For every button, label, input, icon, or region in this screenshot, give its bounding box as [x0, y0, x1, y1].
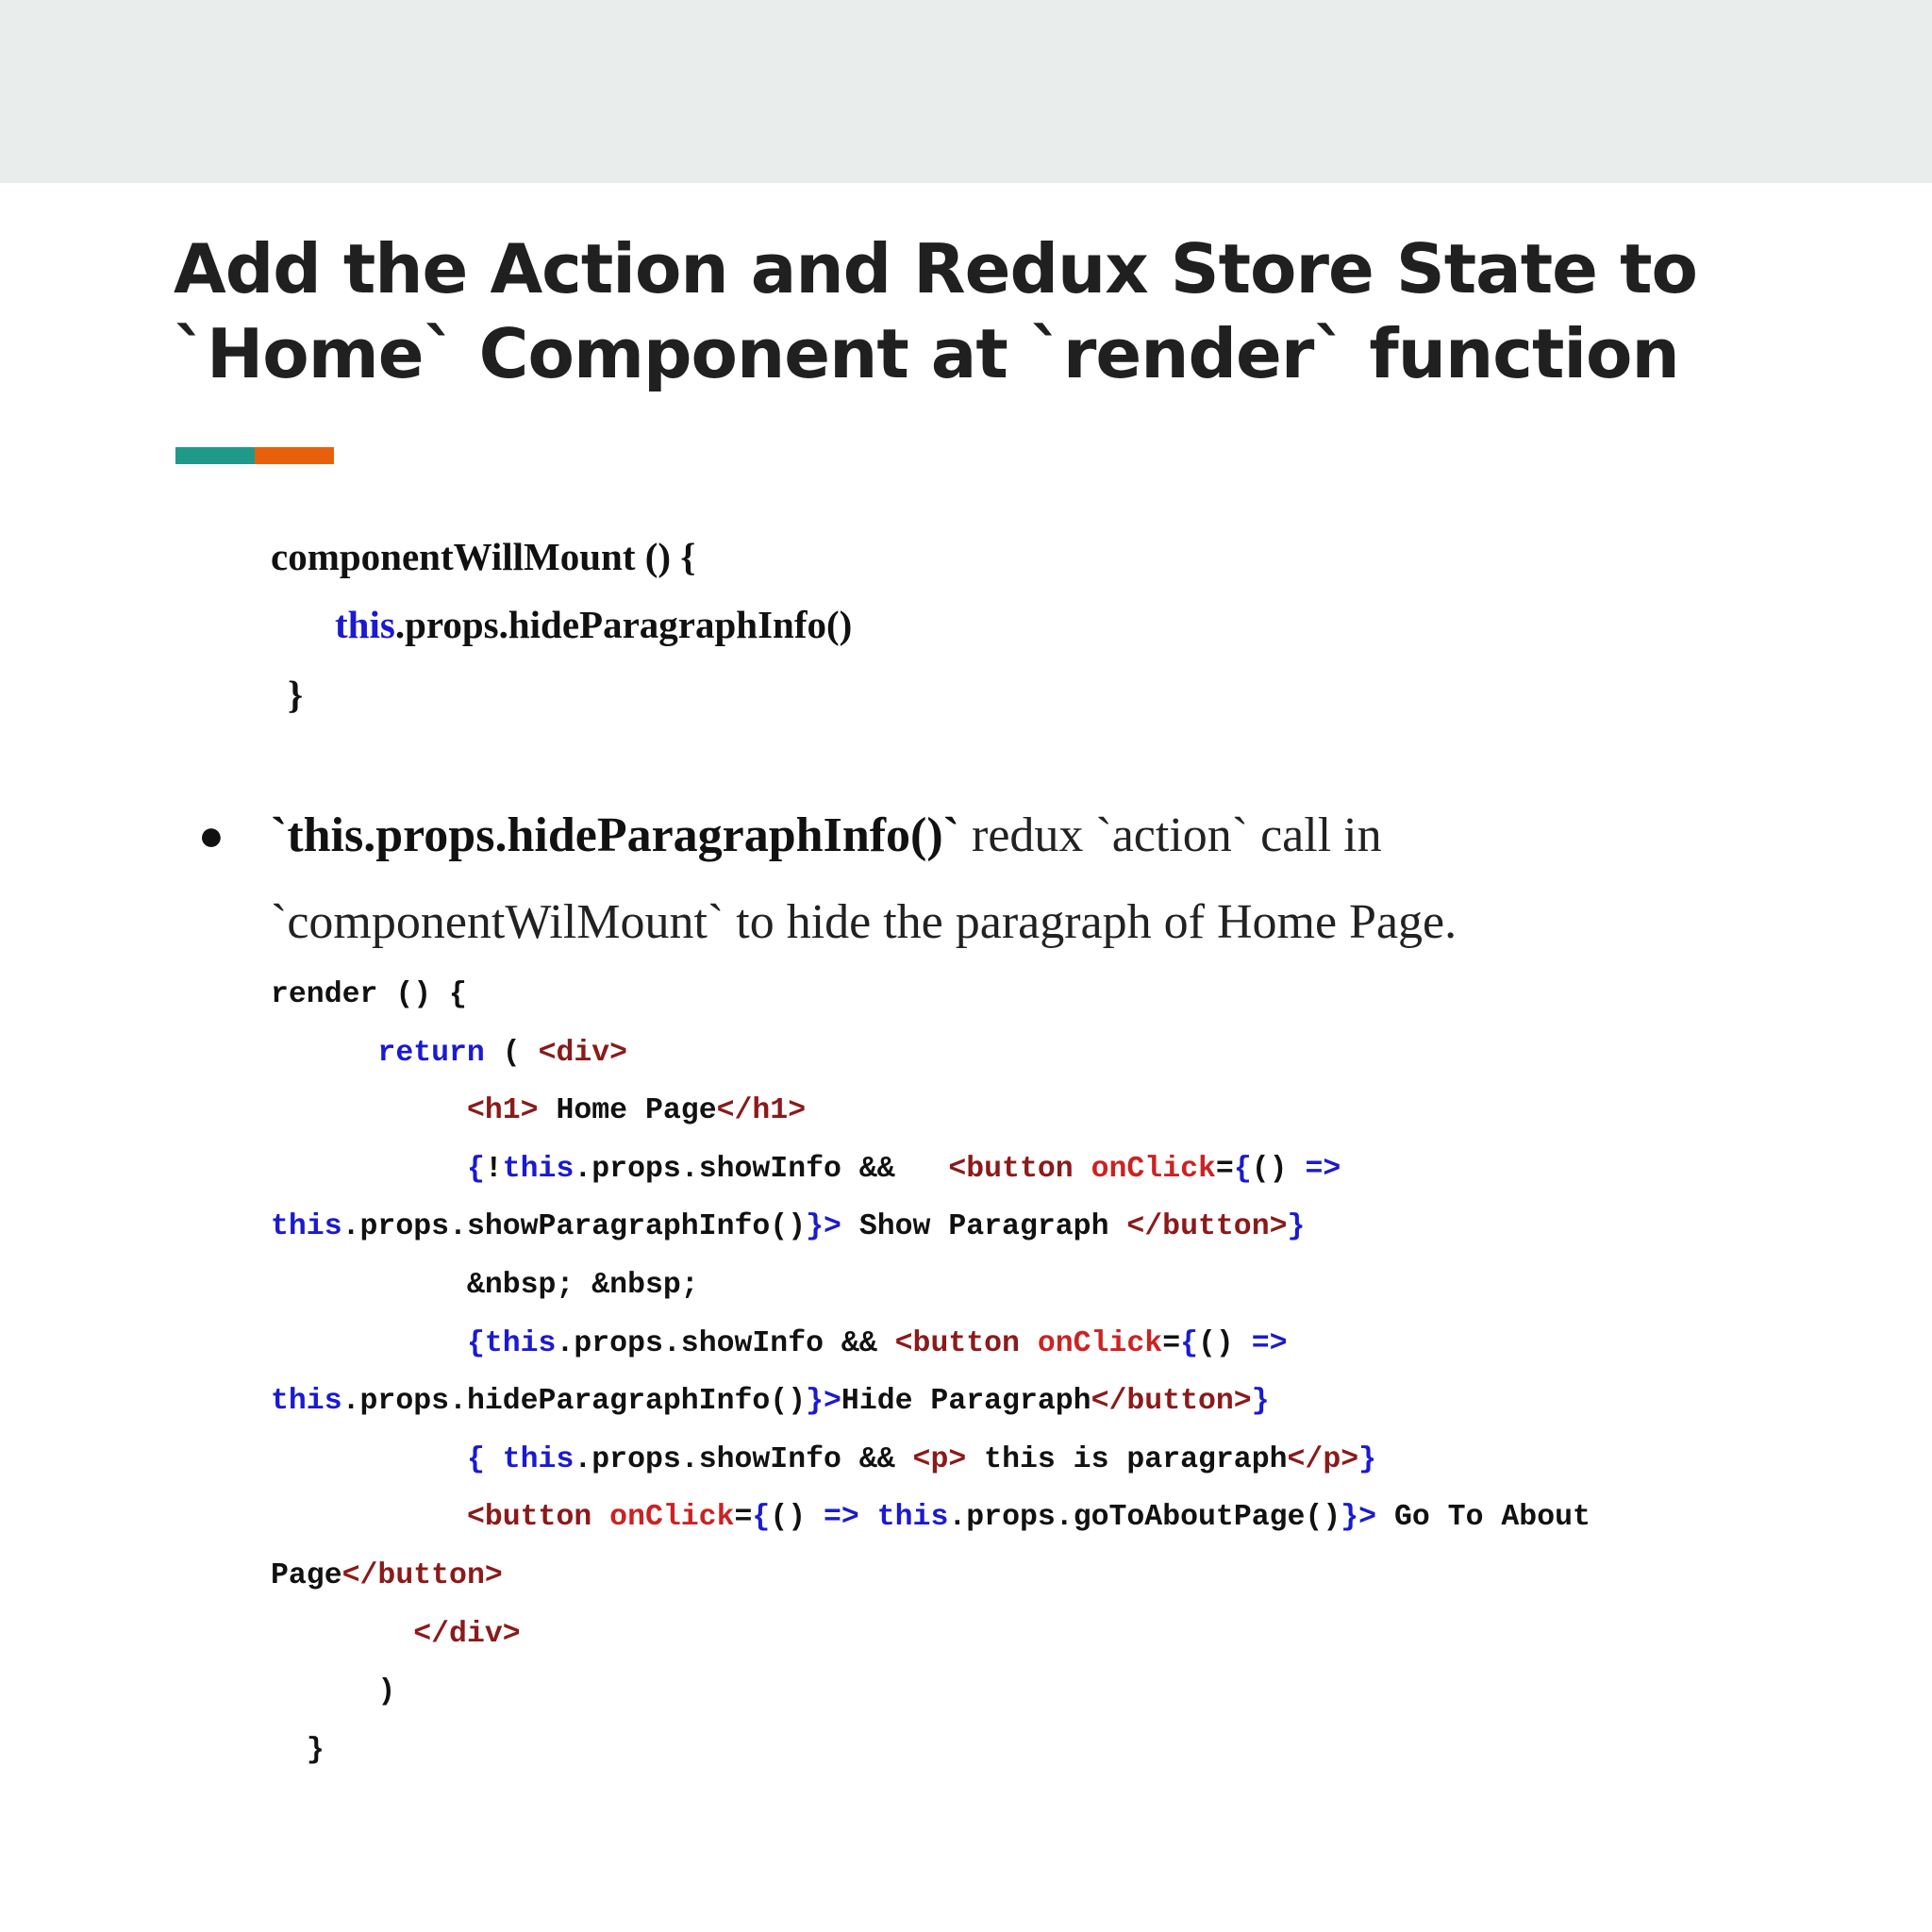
code-indent	[271, 1269, 467, 1302]
code-token: this is paragraph	[966, 1442, 1288, 1476]
snippet-call: .props.hideParagraphInfo()	[394, 603, 853, 646]
bullet-line-2: `componentWilMount` to hide the paragraph of Home Page.	[271, 895, 1457, 949]
code-line	[271, 1082, 1591, 1141]
snippet-line-2	[335, 602, 852, 647]
code-line	[271, 1489, 1591, 1547]
snippet-this-keyword: this	[335, 603, 395, 646]
code-token: }>	[806, 1385, 841, 1419]
code-token: }>	[1341, 1501, 1377, 1535]
code-token: Home Page	[538, 1094, 717, 1128]
slide-title-line-1: Add the Action and Redux Store State to	[174, 229, 1697, 308]
bullet-marker: ●	[198, 811, 225, 859]
code-token: .props.showInfo &&	[574, 1152, 913, 1186]
code-token: {	[466, 1152, 485, 1186]
code-token: render () {	[271, 978, 467, 1011]
code-token: {	[1180, 1326, 1199, 1360]
slide-title	[174, 226, 1834, 396]
code-token: .props.showInfo &&	[574, 1442, 913, 1476]
code-token: this	[502, 1442, 575, 1476]
code-token: )	[377, 1675, 396, 1709]
code-line	[271, 966, 1591, 1024]
code-token: <button	[912, 1152, 1091, 1186]
code-token: ()	[770, 1501, 824, 1535]
code-line	[271, 1606, 1591, 1664]
accent-bar-teal-segment	[175, 447, 255, 464]
code-indent	[271, 1675, 377, 1708]
slide-title-line-2: `Home` Component at `render` function	[174, 314, 1679, 393]
code-token: .props.goToAboutPage()	[948, 1501, 1341, 1535]
code-indent	[271, 1618, 413, 1651]
code-token: ()	[1198, 1326, 1252, 1360]
code-line	[271, 1547, 1591, 1606]
code-token: .props.hideParagraphInfo()	[341, 1385, 807, 1419]
bullet-text	[271, 792, 1457, 966]
code-token: <button	[466, 1501, 610, 1535]
code-token: .props.showParagraphInfo()	[341, 1210, 807, 1244]
code-line	[271, 1722, 1591, 1780]
code-token: </button>	[1091, 1385, 1252, 1419]
code-token: !	[484, 1152, 503, 1186]
code-token: this	[271, 1210, 342, 1244]
code-indent	[271, 1734, 307, 1767]
title-accent-bar	[175, 447, 334, 464]
code-line	[271, 1141, 1591, 1199]
code-token: <div>	[538, 1036, 628, 1070]
code-token: =>	[824, 1501, 877, 1535]
code-line	[271, 1431, 1591, 1490]
code-token: =>	[1251, 1326, 1288, 1360]
code-token: <h1>	[466, 1094, 539, 1128]
bullet-bold-code: `this.props.hideParagraphInfo()`	[271, 808, 960, 862]
code-token: {	[466, 1326, 485, 1360]
code-indent	[271, 1094, 467, 1127]
code-line	[271, 1257, 1591, 1315]
code-token: ()	[1251, 1152, 1306, 1186]
code-token: onClick	[1091, 1152, 1216, 1186]
accent-bar-orange-segment	[255, 447, 334, 464]
code-token: =	[734, 1501, 753, 1535]
code-token: }>	[806, 1210, 841, 1244]
code-token: Page	[271, 1558, 342, 1592]
render-code-block	[271, 966, 1591, 1779]
code-token: onClick	[609, 1501, 735, 1535]
code-token: return	[377, 1036, 485, 1070]
code-token: .props.showInfo &&	[556, 1326, 895, 1360]
code-token: </button>	[341, 1558, 503, 1592]
code-indent	[271, 1153, 467, 1186]
code-token: =	[1215, 1152, 1234, 1186]
code-token: (	[484, 1036, 539, 1070]
code-line	[271, 1315, 1591, 1374]
code-token: =>	[1305, 1152, 1341, 1186]
code-token: <p>	[912, 1442, 967, 1476]
code-line	[271, 1663, 1591, 1722]
code-token: </button>	[1126, 1210, 1288, 1244]
code-indent	[271, 1037, 377, 1070]
code-token: {	[1233, 1152, 1252, 1186]
code-token: }	[1251, 1385, 1270, 1419]
code-token: =	[1162, 1326, 1181, 1360]
code-token: }	[306, 1733, 325, 1767]
code-token: this	[876, 1501, 949, 1535]
code-token: </h1>	[716, 1094, 807, 1128]
code-indent	[271, 1501, 467, 1534]
code-token: </p>	[1287, 1442, 1359, 1476]
code-indent	[271, 1443, 467, 1476]
code-token: Go To About	[1376, 1501, 1591, 1535]
bullet-line-1	[271, 792, 1457, 879]
code-token: &nbsp; &nbsp;	[466, 1268, 699, 1302]
code-token: {	[752, 1501, 771, 1535]
code-token: Show Paragraph	[841, 1210, 1127, 1244]
code-token: </div>	[413, 1617, 521, 1651]
code-indent	[271, 1327, 467, 1360]
code-line	[271, 1198, 1591, 1257]
slide-header-band	[0, 0, 1932, 183]
code-line	[271, 1024, 1591, 1083]
code-token: <button	[894, 1326, 1038, 1360]
code-token: Hide Paragraph	[841, 1385, 1091, 1419]
code-token: }	[1358, 1442, 1377, 1476]
code-token: this	[271, 1385, 342, 1419]
code-token: this	[502, 1152, 575, 1186]
bullet-line-1-rest: redux `action` call in	[959, 808, 1382, 862]
code-token: this	[484, 1326, 557, 1360]
code-line	[271, 1373, 1591, 1431]
code-token: {	[466, 1442, 503, 1476]
code-token: onClick	[1037, 1326, 1163, 1360]
snippet-line-1: componentWillMount () {	[271, 535, 696, 578]
code-token: }	[1287, 1210, 1306, 1244]
snippet-line-3: }	[288, 673, 304, 716]
